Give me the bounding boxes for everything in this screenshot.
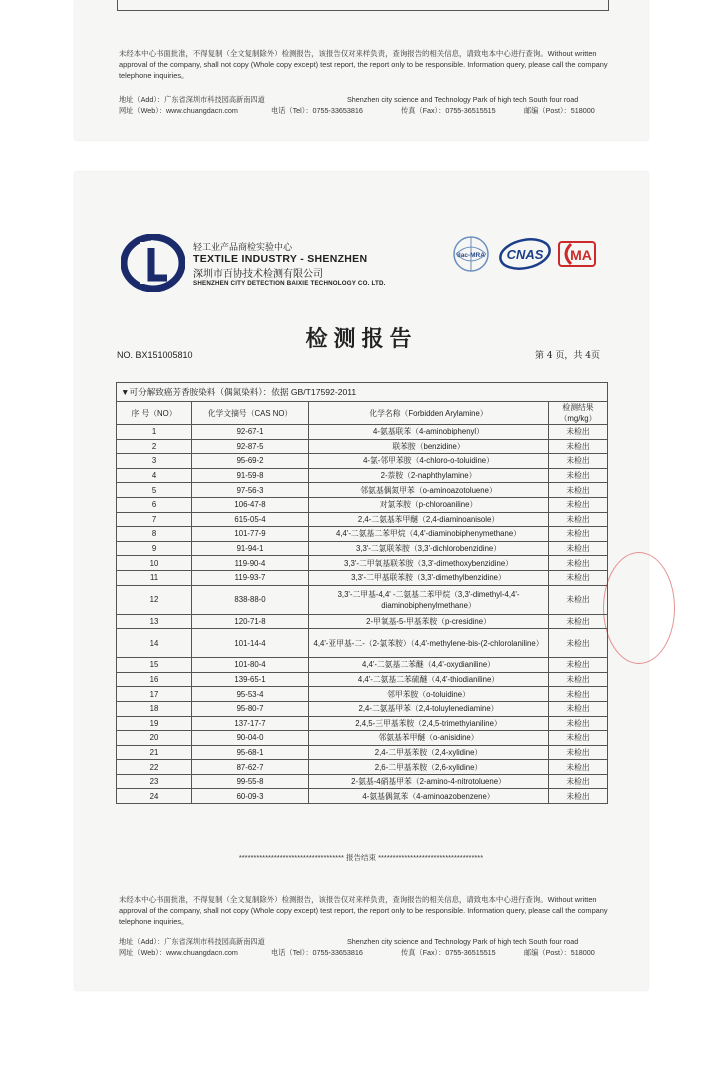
svg-text:ilac-MRA: ilac-MRA [457,252,485,259]
cell-result: 未检出 [549,556,608,571]
cell-name: 邻氨基偶氮甲苯（o-aminoazotoluene） [309,483,549,498]
cell-result: 未检出 [549,483,608,498]
cell-result: 未检出 [549,454,608,469]
footer-address: 地址（Add）：广东省深圳市科技园高新南四道 [119,95,265,104]
table-row [117,614,608,629]
report-title: 检测报告 [305,326,418,352]
table-row [117,672,608,687]
cell-result: 未检出 [549,425,608,440]
cell-cas: 120-71-8 [192,614,309,629]
table-row [117,439,608,454]
cell-cas: 90-04-0 [192,731,309,746]
table-row [117,731,608,746]
ilac-mra-icon [454,237,488,271]
footer-address: 地址（Add）：广东省深圳市科技园高新南四道 [119,937,265,946]
results-body [117,425,608,804]
cell-no: 5 [117,483,192,498]
cell-no: 12 [117,585,192,614]
footer-post: 邮编（Post）：518000 [524,948,595,957]
report-end: ************************************ 报告结束 ************************************ [238,853,484,862]
cell-result: 未检出 [549,468,608,483]
table-row [117,425,608,440]
cell-name: 2-甲氧基-5-甲基苯胺（p-cresidine） [309,614,549,629]
cnas-icon [498,235,553,273]
cell-cas: 139-65-1 [192,672,309,687]
table-row [117,570,608,585]
header-result: 检测结果（mg/kg） [549,402,608,425]
footer-tel: 电话（Tel）：0755-33653816 [271,106,363,115]
cell-result: 未检出 [549,731,608,746]
cell-no: 16 [117,672,192,687]
cell-no: 3 [117,454,192,469]
header-name: 化学名称（Forbidden Arylamine） [309,402,549,425]
cell-cas: 60-09-3 [192,789,309,804]
report-number: NO. BX151005810 [117,350,193,360]
table-row [117,512,608,527]
table-row [117,658,608,673]
table-bottom-edge [117,0,609,11]
cell-cas: 87-62-7 [192,760,309,775]
red-seal-stamp [603,552,675,664]
table-row [117,585,608,614]
cell-name: 2,4-二氨基甲苯（2,4-toluylenediamine） [309,701,549,716]
org-name-cn: 轻工业产品商检实验中心 [193,242,293,252]
cell-result: 未检出 [549,512,608,527]
cell-result: 未检出 [549,672,608,687]
cell-name: 4,4'-二氨基二苯醚（4,4'-oxydianiline） [309,658,549,673]
organization-block [193,240,386,287]
footer-web: 网址（Web）：www.chuangdacn.com [119,948,238,957]
svg-text:MA: MA [570,247,592,263]
cell-cas: 92-67-1 [192,425,309,440]
cell-no: 17 [117,687,192,702]
cell-cas: 101-14-4 [192,629,309,658]
cell-name: 2,6-二甲基苯胺（2,6-xylidine） [309,760,549,775]
cell-cas: 97-56-3 [192,483,309,498]
cell-cas: 91-94-1 [192,541,309,556]
cell-no: 14 [117,629,192,658]
company-logo-icon [121,234,185,292]
cell-name: 4,4'-亚甲基-二-（2-氯苯胺）（4,4'-methylene-bis-(2-chlorolaniline） [309,629,549,658]
table-row [117,701,608,716]
cell-cas: 119-93-7 [192,570,309,585]
cell-name: 4,4'-二氨基二苯甲烷（4,4'-diaminobiphenymethane） [309,527,549,542]
cell-name: 3,3'-二甲基联苯胺（3,3'-dimethylbenzidine） [309,570,549,585]
cell-no: 24 [117,789,192,804]
cell-cas: 95-80-7 [192,701,309,716]
cell-result: 未检出 [549,701,608,716]
cell-result: 未检出 [549,614,608,629]
cell-name: 4-氨基联苯（4-aminobiphenyl） [309,425,549,440]
cell-name: 邻氨基苯甲醚（o-anisidine） [309,731,549,746]
cell-cas: 91-59-8 [192,468,309,483]
cell-result: 未检出 [549,760,608,775]
cma-icon [559,242,595,266]
cell-name: 2,4-二甲基苯胺（2,4-xylidine） [309,745,549,760]
cell-no: 1 [117,425,192,440]
cell-no: 7 [117,512,192,527]
cell-no: 20 [117,731,192,746]
cell-cas: 95-53-4 [192,687,309,702]
table-row [117,483,608,498]
cell-name: 2,4-二氨基苯甲醚（2,4-diaminoanisole） [309,512,549,527]
cell-no: 19 [117,716,192,731]
header-cas: 化学文摘号（CAS NO） [192,402,309,425]
cell-name: 3,3'-二甲氧基联苯胺（3,3'-dimethoxybenzidine） [309,556,549,571]
cell-no: 9 [117,541,192,556]
cell-no: 13 [117,614,192,629]
cell-name: 4-氨基偶氮苯（4-aminoazobenzene） [309,789,549,804]
footer-post: 邮编（Post）：518000 [524,106,595,115]
cell-no: 11 [117,570,192,585]
cell-name: 2-氨基-4硝基甲苯（2-amino-4-nitrotoluene） [309,774,549,789]
table-row [117,541,608,556]
page-info: 第 4 页，共 4页 [534,351,600,361]
table-row [117,454,608,469]
table-row [117,716,608,731]
cell-name: 4-氯-邻甲苯胺（4-chloro-o-toluidine） [309,454,549,469]
cell-cas: 137-17-7 [192,716,309,731]
footer-address-en: Shenzhen city science and Technology Park of high tech South four road [347,95,579,104]
cell-no: 10 [117,556,192,571]
table-row [117,687,608,702]
cell-no: 8 [117,527,192,542]
table-row [117,468,608,483]
cell-no: 15 [117,658,192,673]
cell-no: 2 [117,439,192,454]
footer-web: 网址（Web）：www.chuangdacn.com [119,106,238,115]
cell-result: 未检出 [549,745,608,760]
table-row [117,745,608,760]
table-row [117,629,608,658]
footer-tel: 电话（Tel）：0755-33653816 [271,948,363,957]
cell-no: 22 [117,760,192,775]
report-page [75,172,648,990]
cell-result: 未检出 [549,629,608,658]
cell-result: 未检出 [549,585,608,614]
cell-result: 未检出 [549,716,608,731]
cell-result: 未检出 [549,541,608,556]
company-name-cn: 深圳市百协技术检测有限公司 [193,269,323,280]
cell-cas: 95-68-1 [192,745,309,760]
footer-address-en: Shenzhen city science and Technology Park of high tech South four road [347,937,579,946]
company-name-en: SHENZHEN CITY DETECTION BAIXIE TECHNOLOGY CO. LTD. [193,280,386,287]
cell-name: 2-萘胺（2-naphthylamine） [309,468,549,483]
report-header [121,232,601,312]
table-row [117,497,608,512]
cell-name: 3,3'-二甲基-4,4' -二氨基二苯甲烷（3,3'-dimethyl-4,4'-diaminobiphenylmethane） [309,585,549,614]
cell-name: 对氯苯胺（p-chloroaniline） [309,497,549,512]
cell-result: 未检出 [549,439,608,454]
cell-result: 未检出 [549,789,608,804]
table-row [117,760,608,775]
cell-no: 4 [117,468,192,483]
cell-name: 联苯胺（benzidine） [309,439,549,454]
cell-name: 2,4,5-三甲基苯胺（2,4,5-trimethyianiline） [309,716,549,731]
table-row [117,527,608,542]
cell-result: 未检出 [549,687,608,702]
cell-result: 未检出 [549,570,608,585]
footer-notice: 未经本中心书面批准，不得复制（全文复制除外）检测报告，该报告仅对来样负责，查询报告的相关信息，请致电本中心进行查询。Without written approval of the company, shall not copy (Whole copy except) test report, the report only to be responsible. Information query, please call the company telephone inquiries。 [119,895,608,926]
cell-no: 18 [117,701,192,716]
cell-cas: 106-47-8 [192,497,309,512]
previous-page [75,0,648,140]
cell-cas: 101-77-9 [192,527,309,542]
cell-name: 3,3'-二氯联苯胺（3,3'-dichlorobenzidine） [309,541,549,556]
cell-cas: 119-90-4 [192,556,309,571]
footer-fax: 传真（Fax）：0755-36515515 [401,948,496,957]
table-row [117,789,608,804]
cell-cas: 615-05-4 [192,512,309,527]
results-table [116,382,608,804]
table-row [117,556,608,571]
cell-cas: 95-69-2 [192,454,309,469]
accreditation-marks [451,232,601,287]
cell-result: 未检出 [549,527,608,542]
cell-no: 6 [117,497,192,512]
table-caption: ▼可分解致癌芳香胺染料（偶氮染料）：依据 GB/T17592-2011 [117,383,608,402]
org-name-en: TEXTILE INDUSTRY - SHENZHEN [193,253,368,265]
cell-name: 邻甲苯胺（o-toluidine） [309,687,549,702]
cell-result: 未检出 [549,497,608,512]
table-row [117,774,608,789]
cell-no: 23 [117,774,192,789]
svg-text:CNAS: CNAS [506,247,544,262]
footer-fax: 传真（Fax）：0755-36515515 [401,106,496,115]
cell-cas: 99-55-8 [192,774,309,789]
cell-result: 未检出 [549,658,608,673]
footer-notice: 未经本中心书面批准，不得复制（全文复制除外）检测报告，该报告仅对来样负责，查询报告的相关信息，请致电本中心进行查询。Without written approval of the company, shall not copy (Whole copy except) test report, the report only to be responsible. Information query, please call the company telephone inquiries。 [119,49,608,80]
header-no: 序 号（NO） [117,402,192,425]
cell-result: 未检出 [549,774,608,789]
cell-name: 4,4'-二氨基二苯硫醚（4,4'-thiodianiline） [309,672,549,687]
cell-cas: 838-88-0 [192,585,309,614]
cell-no: 21 [117,745,192,760]
cell-cas: 92-87-5 [192,439,309,454]
cell-cas: 101-80-4 [192,658,309,673]
